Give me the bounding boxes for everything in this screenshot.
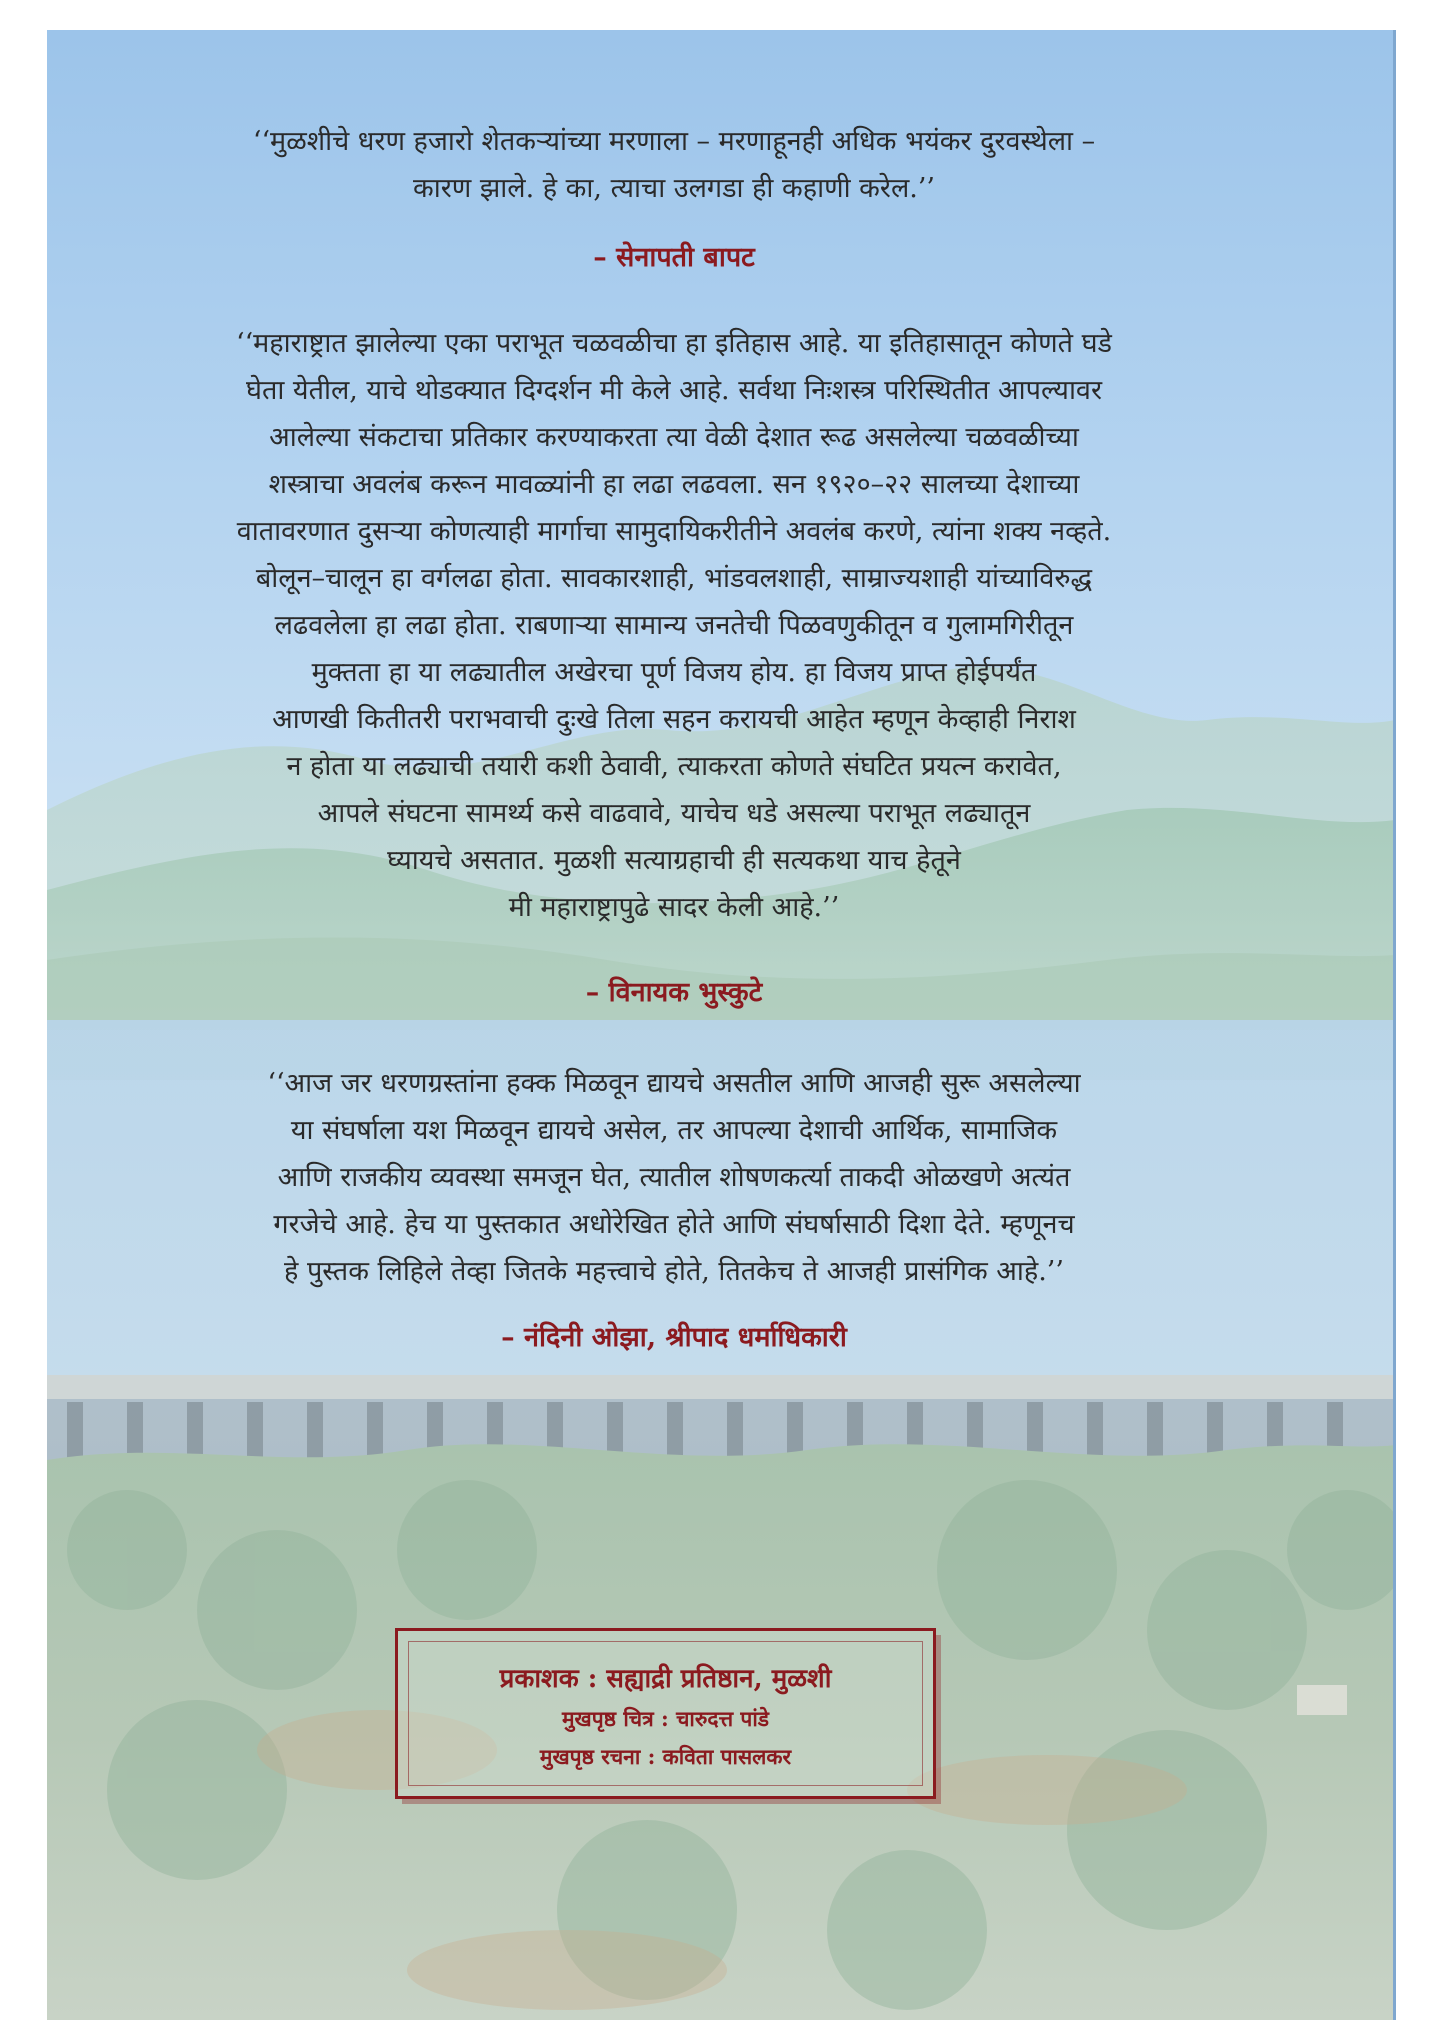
publisher-credit: प्रकाशक : सह्याद्री प्रतिष्ठान, मुळशी — [499, 1664, 832, 1694]
quote-bapat — [100, 118, 1248, 212]
quote-line: घ्यायचे असतात. मुळशी सत्याग्रहाची ही सत्यकथा याच हेतूने — [387, 845, 961, 876]
cover-art-credit: मुखपृष्ठ चित्र : चारुदत्त पांडे — [562, 1706, 769, 1731]
quote-line: आलेल्या संकटाचा प्रतिकार करण्याकरता त्या वेळी देशात रूढ असलेल्या चळवळीच्या — [269, 422, 1079, 453]
quote-line: वातावरणात दुसऱ्या कोणत्याही मार्गाचा सामुदायिकरीतीने अवलंब करणे, त्यांना शक्य नव्हते. — [236, 516, 1112, 547]
quote-line: मी महाराष्ट्रापुढे सादर केली आहे.’’ — [508, 892, 840, 923]
quote-author-bhuskute: – विनायक भुस्कुटे — [585, 977, 763, 1008]
quote-line: बोलून–चालून हा वर्गलढा होता. सावकारशाही, भांडवलशाही, साम्राज्यशाही यांच्याविरुद्ध — [255, 563, 1093, 594]
quote-author-bapat: – सेनापती बापट — [593, 242, 755, 273]
quote-line: घेता येतील, याचे थोडक्यात दिग्दर्शन मी केले आहे. सर्वथा निःशस्त्र परिस्थितीत आपल्यावर — [246, 375, 1102, 406]
quote-line: गरजेचे आहे. हेच या पुस्तकात अधोरेखित होते आणि संघर्षासाठी दिशा देते. म्हणूनच — [273, 1209, 1075, 1240]
quote-line: ‘‘मुळशीचे धरण हजारो शेतकऱ्यांच्या मरणाला – मरणाहूनही अधिक भयंकर दुरवस्थेला – — [252, 126, 1096, 157]
quote-line: आणखी कितीतरी पराभवाची दुःखे तिला सहन करायची आहेत म्हणून केव्हाही निराश — [272, 704, 1076, 735]
publisher-credit-box — [395, 1628, 936, 1799]
cover-design-credit: मुखपृष्ठ रचना : कविता पासलकर — [539, 1744, 792, 1769]
quote-line: आणि राजकीय व्यवस्था समजून घेत, त्यातील शोषणकर्त्या ताकदी ओळखणे अत्यंत — [277, 1162, 1071, 1193]
quote-line: शस्त्राचा अवलंब करून मावळ्यांनी हा लढा लढवला. सन १९२०–२२ सालच्या देशाच्या — [268, 469, 1080, 500]
quote-line: न होता या लढ्याची तयारी कशी ठेवावी, त्याकरता कोणते संघटित प्रयत्न करावेत, — [286, 751, 1062, 782]
quote-line: हे पुस्तक लिहिले तेव्हा जितके महत्त्वाचे होते, तितकेच ते आजही प्रासंगिक आहे.’’ — [284, 1256, 1064, 1287]
quote-line: आपले संघटना सामर्थ्य कसे वाढवावे, याचेच धडे असल्या पराभूत लढ्यातून — [317, 798, 1031, 829]
quote-line: लढवलेला हा लढा होता. राबणाऱ्या सामान्य जनतेची पिळवणुकीतून व गुलामगिरीतून — [274, 610, 1074, 641]
quote-author-oza-dharmadhikari: – नंदिनी ओझा, श्रीपाद धर्माधिकारी — [501, 1322, 847, 1353]
quote-bhuskute — [100, 320, 1248, 931]
quote-line: कारण झाले. हे का, त्याचा उलगडा ही कहाणी करेल.’’ — [413, 173, 935, 204]
quote-line: ‘‘महाराष्ट्रात झालेल्या एका पराभूत चळवळीचा हा इतिहास आहे. या इतिहासातून कोणते घडे — [235, 328, 1113, 359]
cover-edge — [1393, 30, 1396, 2020]
quote-oza-dharmadhikari — [100, 1060, 1248, 1295]
quote-line: ‘‘आज जर धरणग्रस्तांना हक्क मिळवून द्यायचे असतील आणि आजही सुरू असलेल्या — [267, 1068, 1081, 1099]
quote-line: या संघर्षाला यश मिळवून द्यायचे असेल, तर आपल्या देशाची आर्थिक, सामाजिक — [290, 1115, 1058, 1146]
quote-line: मुक्तता हा या लढ्यातील अखेरचा पूर्ण विजय होय. हा विजय प्राप्त होईपर्यंत — [311, 657, 1037, 688]
